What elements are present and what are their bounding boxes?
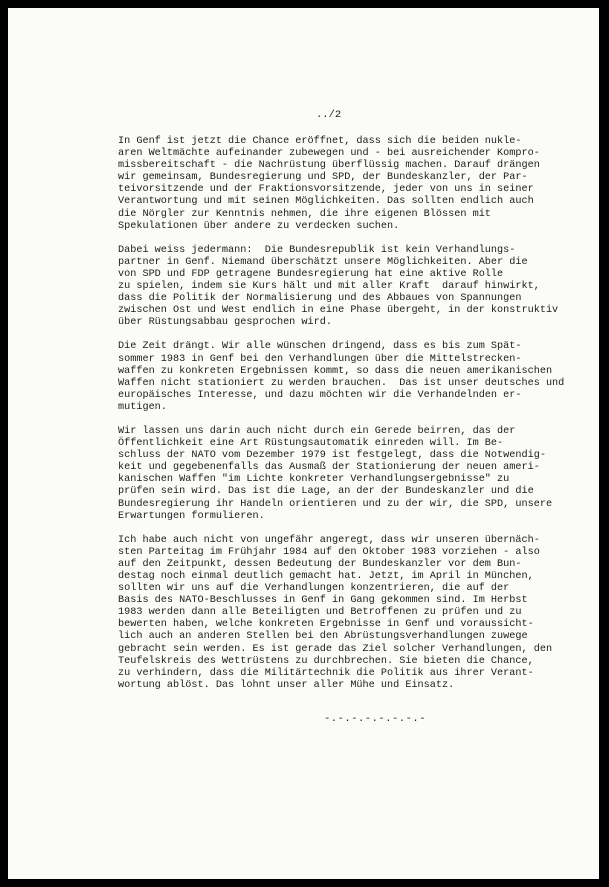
text-line: destag noch einmal deutlich gemacht hat. Jetzt, im April in München, (118, 571, 534, 582)
text-line: Ich habe auch nicht von ungefähr angeregt, dass wir unseren übernäch- (118, 534, 540, 546)
text-line: Basis des NATO-Beschlusses in Genf in Gang gekommen sind. Im Herbst (118, 595, 528, 607)
text-line: von SPD und FDP getragene Bundesregierung hat eine aktive Rolle (118, 268, 504, 280)
text-line: teivorsitzende und der Fraktionsvorsitzende, jeder von uns in seiner (118, 184, 534, 196)
text-line: auf den Zeitpunkt, dessen Bedeutung der Bundeskanzler vor dem Bun- (118, 558, 522, 570)
text-line: gebracht sein werden. Es ist gerade das Ziel solcher Verhandlungen, den (118, 643, 553, 655)
text-line: Bundesregierung ihr Handeln orientieren und zu der wir, die SPD, unsere (118, 498, 553, 510)
page-number: ../2 (316, 109, 342, 121)
paragraph (118, 341, 578, 414)
text-line: In Genf ist jetzt die Chance eröffnet, dass sich die beiden nukle- (118, 136, 522, 147)
text-line: zwischen Ost und West endlich in eine Phase übergeht, in der konstruktiv (118, 305, 559, 317)
text-line: missbereitschaft - die Nachrüstung überflüssig machen. Darauf drängen (118, 160, 540, 172)
text-line: schluss der NATO vom Dezember 1979 ist festgelegt, dass die Notwendig- (118, 450, 546, 462)
paragraph (118, 426, 578, 523)
text-line: wortung ablöst. Das lohnt unser aller Mühe und Einsatz. (118, 679, 455, 691)
document-body (118, 136, 578, 704)
text-line: die Nörgler zur Kenntnis nehmen, die ihre eigenen Blössen mit (118, 208, 491, 220)
text-line: zu verhindern, dass die Militärtechnik die Politik aus ihrer Verant- (118, 667, 534, 679)
text-line: zu spielen, indem sie Kurs hält und mit aller Kraft darauf hinwirkt, (118, 281, 540, 293)
closing-mark: -.-.-.-.-.-.-.- (324, 713, 427, 725)
text-line: wir gemeinsam, Bundesregierung und SPD, der Bundeskanzler, der Par- (118, 172, 528, 184)
text-line: keit und gegebenenfalls das Ausmaß der Stationierung der neuen ameri- (118, 462, 540, 474)
text-line: kanischen Waffen "im Lichte konkreter Verhandlungsergebnisse" zu (118, 474, 510, 486)
text-line: mutigen. (118, 401, 167, 413)
text-line: Erwartungen formulieren. (118, 510, 265, 522)
text-line: partner in Genf. Niemand überschätzt unsere Möglichkeiten. Aber die (118, 256, 528, 268)
text-line: Die Zeit drängt. Wir alle wünschen dringend, dass es bis zum Spät- (118, 341, 522, 353)
paragraph (118, 535, 578, 692)
text-line: Spekulationen über andere zu verdecken suchen. (118, 220, 400, 232)
paragraph (118, 245, 578, 330)
text-line: Verantwortung und mit seinen Möglichkeiten. Das sollten endlich auch (118, 196, 534, 208)
text-line: europäisches Interesse, und dazu möchten wir die Verhandelnden er- (118, 389, 522, 401)
document-page (8, 8, 599, 879)
text-line: sommer 1983 in Genf bei den Verhandlungen über die Mittelstrecken- (118, 353, 522, 365)
text-line: dass die Politik der Normalisierung und des Abbaues von Spannungen (118, 293, 522, 305)
text-line: lich auch an anderen Stellen bei den Abrüstungsverhandlungen zuwege (118, 631, 528, 643)
text-line: Teufelskreis des Wettrüstens zu durchbrechen. Sie bieten die Chance, (118, 655, 534, 667)
paragraph (118, 136, 578, 233)
text-line: Öffentlichkeit eine Art Rüstungsautomatik einreden will. Im Be- (118, 438, 504, 450)
text-line: waffen zu konkreten Ergebnissen kommt, so dass die neuen amerikanischen (118, 365, 553, 377)
text-line: sollten wir uns auf die Verhandlungen konzentrieren, die auf der (118, 583, 510, 595)
text-line: sten Parteitag im Frühjahr 1984 auf den Oktober 1983 vorziehen - also (118, 546, 540, 558)
text-line: 1983 werden dann alle Beteiligten und Betroffenen zu prüfen und zu (118, 607, 522, 619)
text-line: über Rüstungsabbau gesprochen wird. (118, 317, 332, 329)
text-line: bewerten haben, welche konkreten Ergebnisse in Genf und voraussicht- (118, 619, 534, 631)
text-line: Wir lassen uns darin auch nicht durch ein Gerede beirren, das der (118, 425, 516, 437)
text-line: Dabei weiss jedermann: Die Bundesrepublik ist kein Verhandlungs- (118, 244, 516, 256)
text-line: aren Weltmächte aufeinander zubewegen und - bei ausreichender Kompro- (118, 148, 540, 160)
text-line: prüfen sein wird. Das ist die Lage, an der der Bundeskanzler und die (118, 486, 534, 498)
text-line: Waffen nicht stationiert zu werden brauchen. Das ist unser deutsches und (118, 377, 565, 389)
